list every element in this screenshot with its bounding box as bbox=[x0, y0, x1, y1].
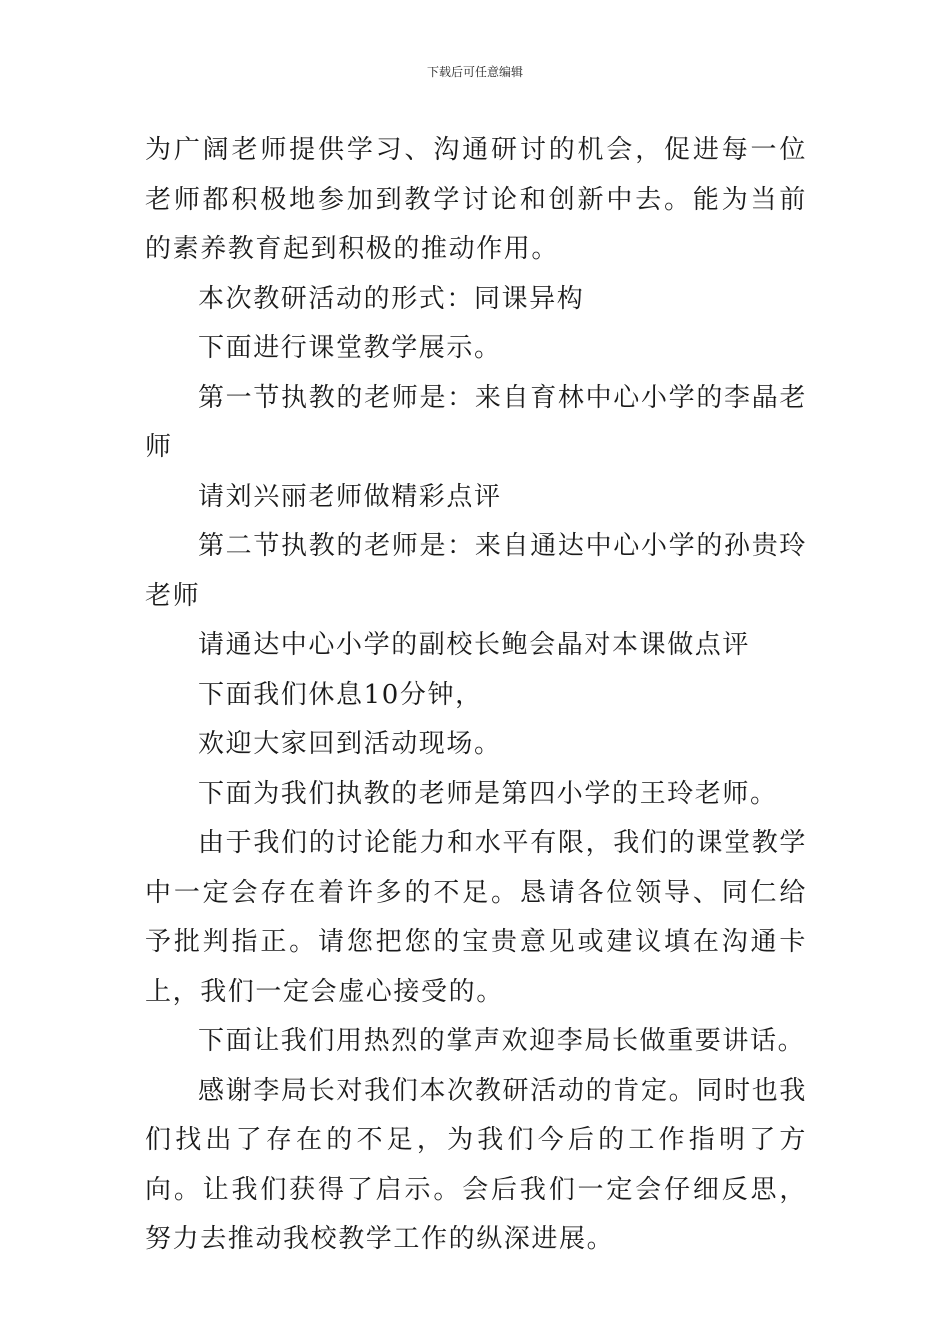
paragraph-12: 下面让我们用热烈的掌声欢迎李局长做重要讲话。 bbox=[198, 1026, 806, 1056]
paragraph-10: 下面为我们执教的老师是第四小学的王玲老师。 bbox=[198, 778, 778, 809]
paragraph-1: 为广阔老师提供学习、沟通研讨的机会，促进每一位老师都积极地参加到教学讨论和创新中去。能为当前的素养教育起到积极的推动作用。 bbox=[145, 135, 807, 264]
document-body bbox=[145, 126, 807, 1265]
paragraph-11: 由于我们的讨论能力和水平有限，我们的课堂教学中一定会存在着许多的不足。恳请各位领导、同仁给予批判指正。请您把您的宝贵意见或建议填在沟通卡上，我们一定会虚心接受的。 bbox=[145, 828, 807, 1007]
paragraph-13: 感谢李局长对我们本次教研活动的肯定。同时也我们找出了存在的不足，为我们今后的工作指明了方向。让我们获得了启示。会后我们一定会仔细反思，努力去推动我校教学工作的纵深进展。 bbox=[145, 1075, 807, 1254]
paragraph-6: 第二节执教的老师是：来自通达中心小学的孙贵玲老师 bbox=[145, 531, 807, 611]
paragraph-9: 欢迎大家回到活动现场。 bbox=[198, 729, 502, 759]
paragraph-3: 下面进行课堂教学展示。 bbox=[198, 333, 502, 363]
paragraph-5: 请刘兴丽老师做精彩点评 bbox=[198, 481, 502, 512]
page-header: 下载后可任意编辑 bbox=[426, 65, 523, 79]
paragraph-2: 本次教研活动的形式：同课异构 bbox=[198, 283, 585, 314]
paragraph-7: 请通达中心小学的副校长鲍会晶对本课做点评 bbox=[198, 630, 751, 660]
paragraph-8: 下面我们休息10分钟， bbox=[198, 679, 483, 710]
paragraph-4: 第一节执教的老师是：来自育林中心小学的李晶老师 bbox=[145, 382, 807, 462]
